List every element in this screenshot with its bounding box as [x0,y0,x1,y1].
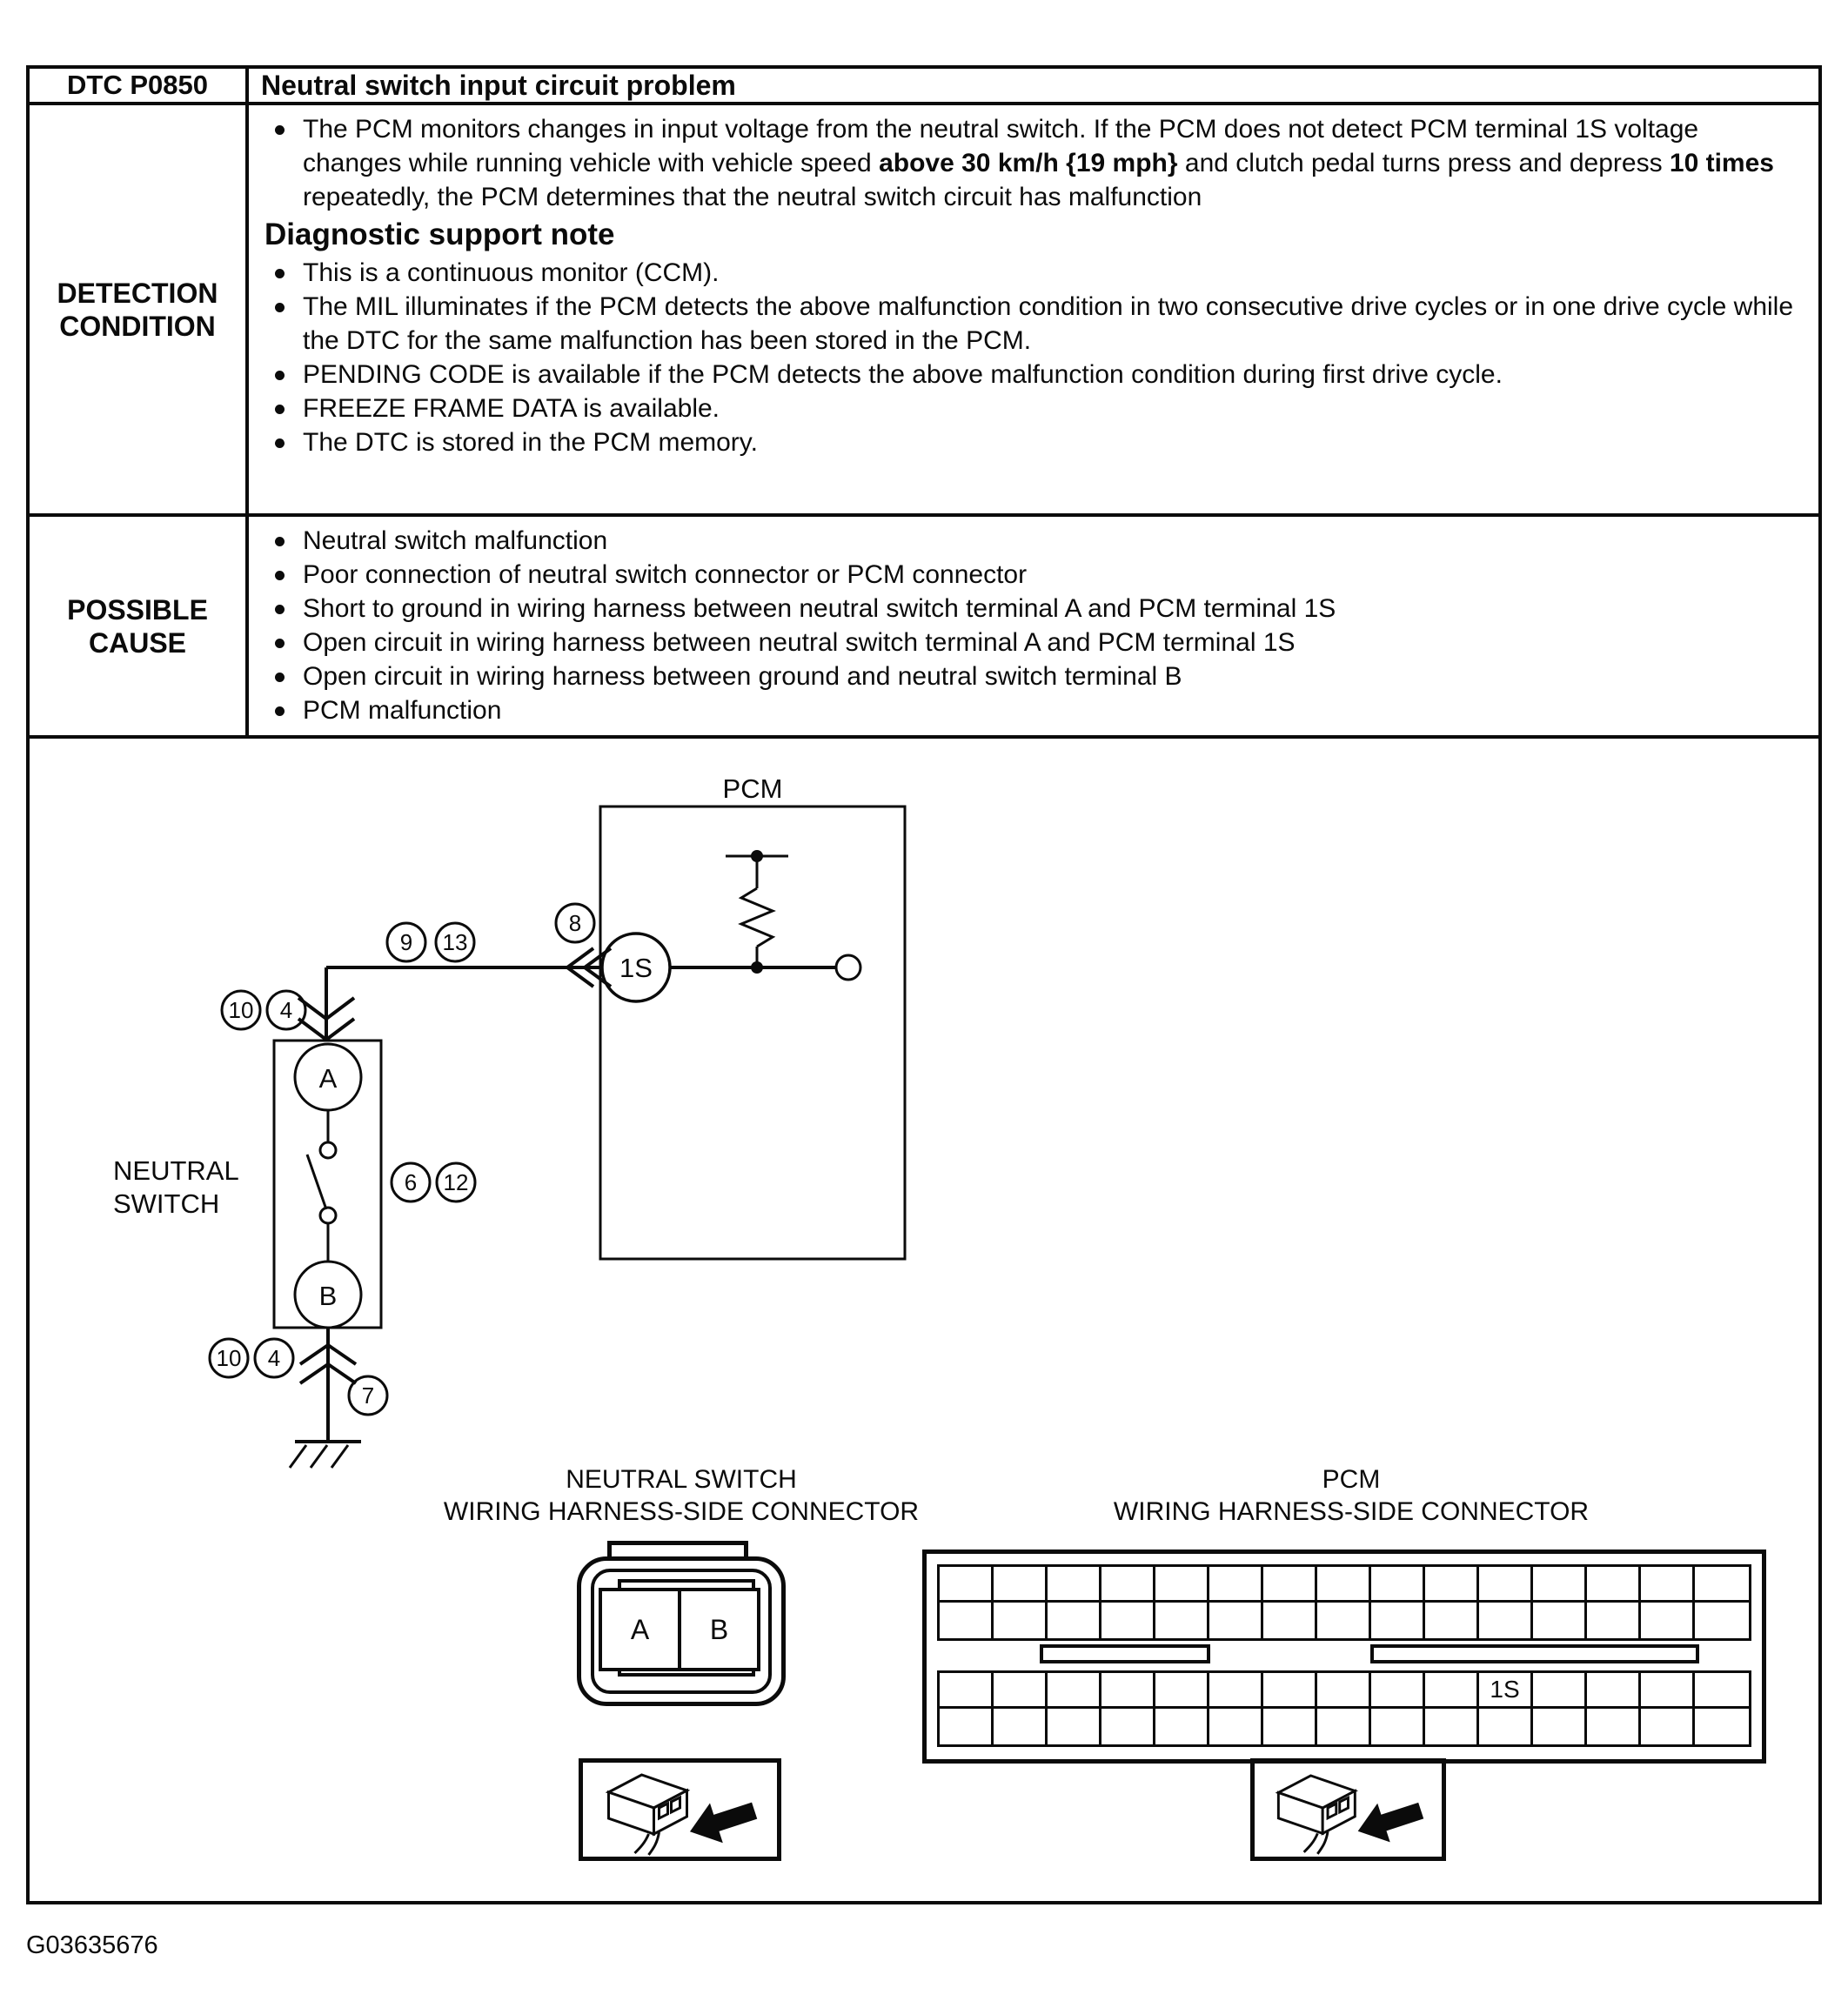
callout-6 [392,1163,430,1201]
connector-isometric-icon [1255,1763,1442,1857]
svg-text:9: 9 [399,929,413,955]
connector-grid-cell [1695,1603,1749,1638]
callout-12 [437,1163,475,1201]
detection-condition-row [30,105,1818,517]
connector-grid-cell [1587,1709,1641,1744]
detection-support-bullet: The DTC is stored in the PCM memory. [264,425,1799,459]
connector-grid-cell [1425,1673,1479,1709]
pcm-connector-view-icon-box [1250,1758,1446,1861]
dtc-code: DTC P0850 [30,69,249,102]
connector-grid-cell [1048,1567,1101,1603]
connector-grid-cell [1425,1603,1479,1638]
dtc-title: Neutral switch input circuit problem [261,69,736,101]
detection-bold-times: 10 times [1669,149,1774,177]
neutral-switch-connector-title-line1: NEUTRAL SWITCH [566,1465,797,1494]
connector-grid-cell [1587,1603,1641,1638]
connector-grid-cell [1317,1603,1371,1638]
connector-grid-cell [1155,1709,1209,1744]
bullet-dot [275,605,285,614]
connector-grid-cell [994,1673,1048,1709]
ground-symbol [290,1442,361,1468]
detection-text-part: and clutch pedal turns press and depress [1177,149,1670,177]
detection-support-bullet: PENDING CODE is available if the PCM detects the above malfunction condition during first drive cycle. [264,358,1799,392]
callout-7 [349,1376,387,1415]
detection-bold-speed: above 30 km/h {19 mph} [879,149,1178,177]
connector-grid-cell [1695,1709,1749,1744]
svg-text:10: 10 [228,997,254,1023]
connector-grid-cell [1317,1567,1371,1603]
connector-grid-cell [1155,1603,1209,1638]
cause-bullet: Short to ground in wiring harness between neutral switch terminal A and PCM terminal 1S [264,592,1799,626]
possible-cause-label: POSSIBLE CAUSE [30,517,249,735]
neutral-switch-label-line2: SWITCH [113,1188,220,1219]
bullet-dot [275,571,285,580]
pcm-connector-title-line2: WIRING HARNESS-SIDE CONNECTOR [1113,1497,1590,1526]
detection-support-bullet: The MIL illuminates if the PCM detects the above malfunction condition in two consecutive drive cycles or in one drive cycle while the DTC for the same malfunction has been stored in the PCM. [264,290,1799,358]
insertion-arrow-icon [684,1790,761,1851]
neutral-switch-label-line1: NEUTRAL [113,1155,239,1186]
connector-grid-cell [1533,1673,1587,1709]
connector-grid-cell [1425,1567,1479,1603]
neutral-switch-terminal-b [295,1262,361,1328]
connector-grid-cell [1048,1709,1101,1744]
svg-text:1S: 1S [619,953,653,983]
svg-text:7: 7 [361,1382,375,1409]
connector-grid-cell [1048,1673,1101,1709]
svg-text:6: 6 [404,1169,418,1195]
svg-text:12: 12 [443,1169,469,1195]
cause-bullet: Neutral switch malfunction [264,524,1799,558]
connector-grid-cell [1479,1709,1533,1744]
connector-grid-cell [1641,1709,1695,1744]
detection-bullet-1-text [285,112,1799,214]
connector-grid-cell [1101,1709,1155,1744]
svg-text:13: 13 [442,929,468,955]
connector-grid-cell [1695,1673,1749,1709]
figure-id: G03635676 [26,1931,158,1959]
detection-condition-content [249,105,1818,513]
dtc-table [26,65,1822,1904]
connector-isometric-icon [583,1763,777,1857]
connector-grid-cell [1209,1603,1263,1638]
detection-text-part: repeatedly, the PCM determines that the neutral switch circuit has malfunction [303,183,1202,211]
svg-text:B: B [318,1281,338,1311]
bullet-dot [275,371,285,380]
bullet-dot [275,405,285,414]
connector-grid-cell [940,1603,994,1638]
neutral-switch-connector-drawing [577,1541,786,1706]
connector-grid-cell [994,1567,1048,1603]
terminal-cell-b: B [709,1613,729,1645]
bullet-dot [275,673,285,682]
wiring-diagram-row [30,739,1818,1901]
svg-text:A: A [318,1063,338,1094]
callout-10-top [222,991,260,1029]
pcm-connector-key-slot-right [1370,1644,1699,1663]
connector-grid-cell [1101,1567,1155,1603]
bullet-dot [275,639,285,648]
connector-grid-cell [1587,1673,1641,1709]
connector-grid-cell [1371,1603,1425,1638]
svg-text:10: 10 [216,1345,242,1371]
cause-bullet: Open circuit in wiring harness between neutral switch terminal A and PCM terminal 1S [264,626,1799,659]
pcm-connector-title-line1: PCM [1322,1465,1381,1494]
pcm-connector-drawing [922,1550,1766,1764]
connector-grid-cell [1641,1603,1695,1638]
connector-grid-cell [940,1673,994,1709]
cause-bullet: Poor connection of neutral switch connector or PCM connector [264,558,1799,592]
bullet-dot [275,706,285,716]
connector-grid-cell [994,1709,1048,1744]
connector-grid-cell [1641,1673,1695,1709]
connector-grid-cell [1155,1673,1209,1709]
connector-grid-cell [1048,1603,1101,1638]
insertion-arrow-icon [1351,1791,1427,1851]
svg-text:8: 8 [568,910,582,936]
pcm-terminal-1s [602,934,670,1001]
pcm-box-label: PCM [722,773,783,804]
connector-grid-cell [1695,1567,1749,1603]
connector-grid-cell [1263,1567,1317,1603]
neutral-switch-connector-view-icon-box [579,1758,781,1861]
connector-grid-cell [1263,1603,1317,1638]
connector-grid-cell [1425,1709,1479,1744]
callout-8 [556,904,594,942]
connector-grid-cell [1209,1567,1263,1603]
neutral-switch-terminal-a [295,1044,361,1110]
cause-bullet: Open circuit in wiring harness between ground and neutral switch terminal B [264,659,1799,693]
pullup-resistor-symbol [726,850,788,974]
pcm-connector-grid-top [937,1564,1751,1641]
bullet-dot [275,303,285,312]
bullet-dot [275,125,285,135]
pcm-box [600,807,905,1259]
detection-support-bullet: This is a continuous monitor (CCM). [264,256,1799,290]
connector-grid-cell [1317,1673,1371,1709]
neutral-switch-connector-title [377,1463,986,1528]
connector-grid-cell [1317,1709,1371,1744]
bullet-dot [275,438,285,448]
pcm-connector-grid-bottom [937,1670,1751,1747]
detection-condition-label: DETECTION CONDITION [30,105,249,513]
switch-contact-symbol [307,1110,336,1262]
connector-grid-cell [1371,1567,1425,1603]
connector-grid-cell [1263,1709,1317,1744]
callout-10-bottom [210,1339,248,1377]
connector-grid-cell [1479,1603,1533,1638]
connector-grid-cell [1155,1567,1209,1603]
connector-grid-cell [994,1603,1048,1638]
bullet-dot [275,537,285,546]
connector-grid-cell [1263,1673,1317,1709]
callout-4-top [267,991,305,1029]
dtc-header-row [30,69,1818,105]
connector-grid-cell [1533,1603,1587,1638]
connector-grid-cell [1101,1603,1155,1638]
callout-9 [387,923,425,961]
connector-grid-cell [1641,1567,1695,1603]
pcm-connector-title [1047,1463,1656,1528]
bullet-dot [275,269,285,278]
connector-grid-cell [1209,1673,1263,1709]
callout-13 [436,923,474,961]
pcm-connector-key-slot-left [1040,1644,1210,1663]
svg-text:4: 4 [279,997,293,1023]
connector-grid-cell [1533,1567,1587,1603]
connector-grid-cell [1587,1567,1641,1603]
cause-bullet: PCM malfunction [264,693,1799,727]
detection-bullet-1 [264,112,1799,214]
callout-4-bottom [255,1339,293,1377]
diagnostic-support-note-heading: Diagnostic support note [264,218,615,251]
connector-grid-cell [1101,1673,1155,1709]
detection-text-part: The PCM monitors changes in input voltage from the neutral switch. If the PCM does not detect PCM terminal 1S voltage changes while running vehicle with vehicle speed [303,115,1699,177]
possible-cause-content [249,517,1818,735]
detection-support-bullet: FREEZE FRAME DATA is available. [264,392,1799,425]
connector-grid-cell [1533,1709,1587,1744]
pcm-terminal-cell-1s: 1S [1479,1673,1533,1709]
connector-terminal-cells [599,1588,760,1671]
neutral-switch-connector-title-line2: WIRING HARNESS-SIDE CONNECTOR [443,1497,920,1526]
possible-cause-row [30,517,1818,739]
connector-grid-cell [1371,1673,1425,1709]
connector-grid-cell [940,1709,994,1744]
connector-grid-cell [1371,1709,1425,1744]
connector-grid-cell [1479,1567,1533,1603]
connector-grid-cell [940,1567,994,1603]
pcm-internal-node [836,955,860,980]
connector-grid-cell [1209,1709,1263,1744]
terminal-cell-a: A [602,1591,681,1668]
svg-text:4: 4 [267,1345,281,1371]
